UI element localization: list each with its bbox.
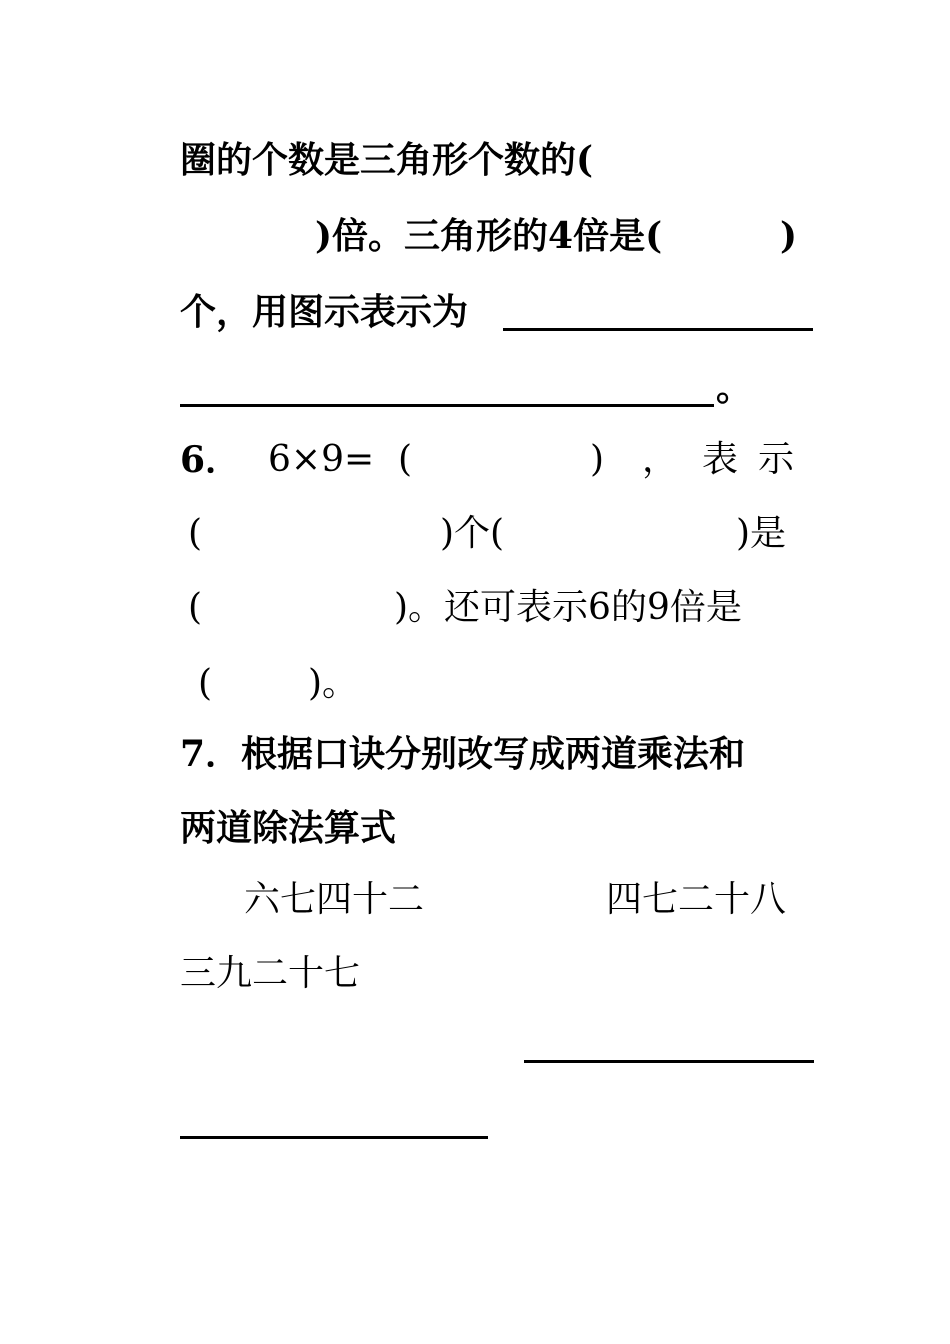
q7-verse-3: 三九二十七: [180, 953, 361, 994]
q5-line-4: [180, 360, 816, 416]
q5-line-3: [180, 284, 816, 340]
q6-open-paren-4: (: [198, 663, 213, 704]
q6-open-paren-1: (: [398, 439, 413, 480]
q6-open-paren-3: (: [188, 587, 203, 628]
q6-close-paren-1: ): [590, 439, 605, 480]
q5-text-4-end: 。: [716, 367, 753, 409]
q7-verse-line-2: [180, 946, 816, 1002]
q7-verse-2: 四七二十八: [606, 879, 787, 920]
q6-comma: ，: [642, 439, 679, 480]
q7-title-line-1: [180, 726, 816, 782]
q6-text-2-end: )是: [736, 513, 787, 554]
q6-line-1: [180, 432, 816, 488]
q7-title-line-2: [180, 800, 816, 856]
q5-text-2b: ): [780, 215, 798, 257]
q5-text-2a: )倍。三角形的4倍是(: [315, 215, 663, 257]
q6-open-paren-2: (: [188, 513, 203, 554]
q5-text-1: 圈的个数是三角形个数的(: [180, 139, 594, 181]
q5-answer-underline-1: [503, 328, 813, 331]
q6-word-shi: 示: [758, 439, 795, 480]
q6-line-2: [180, 506, 816, 562]
q5-text-3: 个，用图示表示为: [180, 291, 469, 333]
q6-text-2-mid: )个(: [440, 513, 505, 554]
q6-expression: 6×9=: [268, 439, 375, 480]
q6-line-3: [180, 580, 816, 636]
q7-verse-1: 六七四十二: [244, 879, 425, 920]
q7-answer-underline-2: [180, 1136, 488, 1139]
q5-line-1: [180, 132, 816, 188]
q5-line-2: [180, 208, 816, 264]
q6-number: 6．: [180, 439, 242, 481]
q7-answer-underline-1: [524, 1060, 814, 1063]
q6-word-biao: 表: [702, 439, 739, 480]
q7-verse-line: [180, 872, 816, 928]
q6-line-4: [180, 656, 816, 712]
q6-close-paren-4: )。: [308, 663, 359, 704]
q7-title-2: 两道除法算式: [180, 807, 397, 849]
q7-title-1: 7．根据口诀分别改写成两道乘法和: [180, 733, 746, 775]
q6-text-3-rest: )。还可表示6的9倍是: [394, 587, 742, 628]
